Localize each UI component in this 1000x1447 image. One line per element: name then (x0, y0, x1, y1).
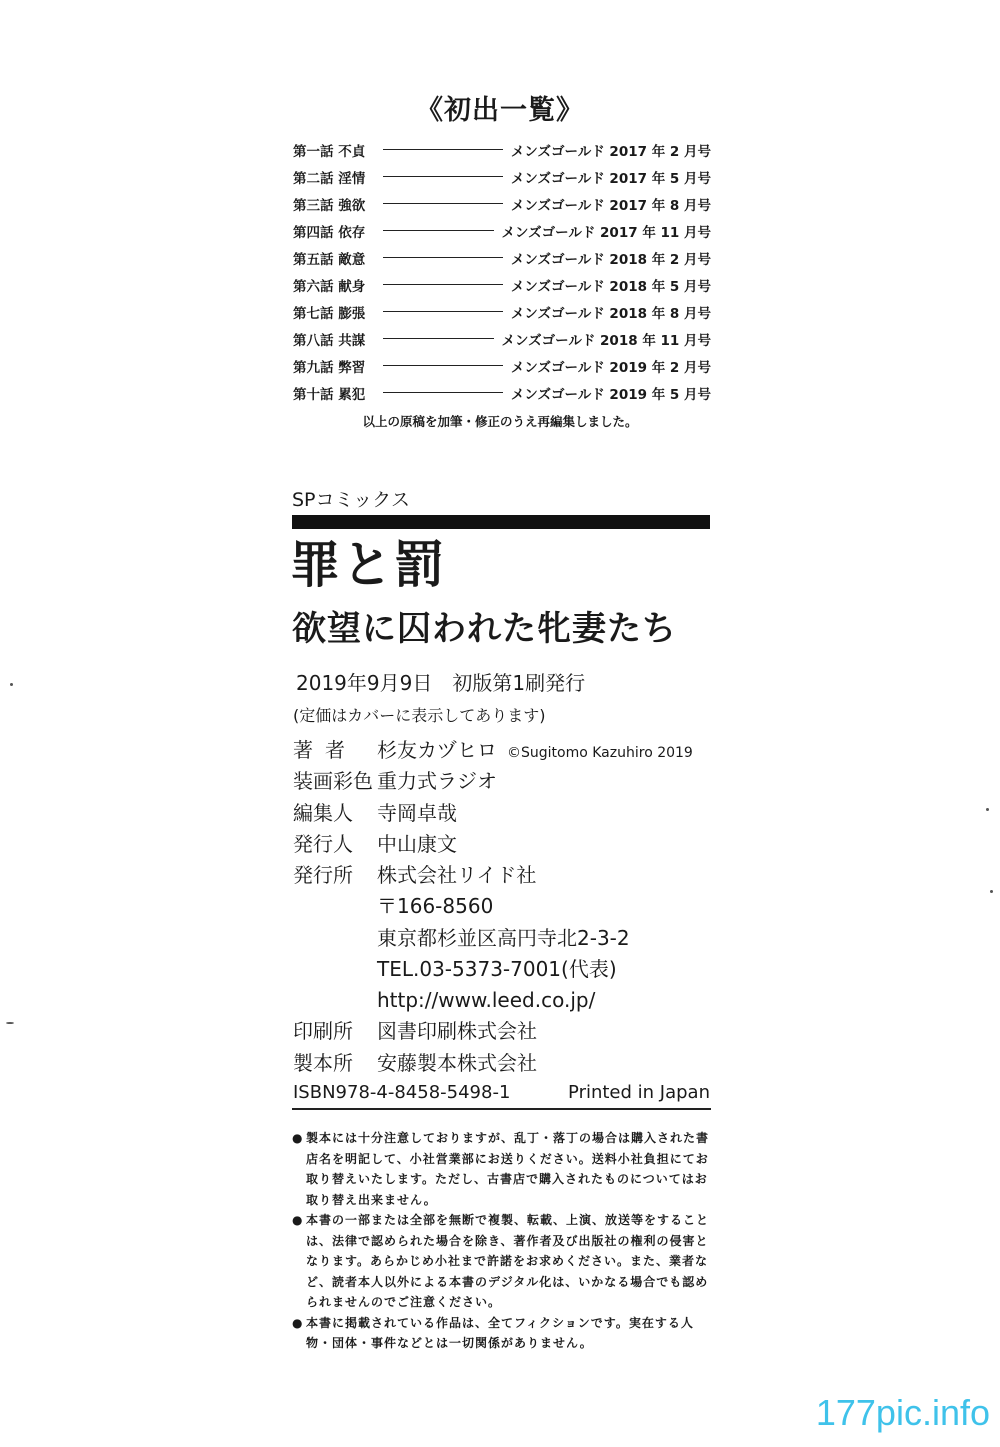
toc-magazine: メンズゴールド 2018 年 5 月号 (510, 278, 711, 295)
telephone: TEL.03-5373-7001(代表) (377, 957, 617, 981)
toc-row (293, 136, 711, 163)
toc-leader-line (383, 176, 503, 177)
bullet-icon: ● (292, 1315, 303, 1330)
printer-label: 印刷所 (293, 1019, 353, 1043)
bullet-icon: ● (292, 1213, 303, 1227)
toc-row (293, 352, 711, 379)
editor-value: 寺岡卓哉 (377, 801, 457, 825)
toc-row (293, 244, 711, 271)
notice-text: 本書の一部または全部を無断で複製、転載、上演、放送等をすることは、法律で認められた場合を除き、著作者及び出版社の権利の侵害となります。あらかじめ小社まで許諾をお求めください。また、業者など、読者本人以外による本書のデジタル化は、いかなる場合でも認められませんのでご注意ください。 (306, 1213, 710, 1309)
series-name: SPコミックス (292, 489, 410, 511)
toc-chapter: 第三話 強欲 (293, 197, 366, 214)
toc-leader-line (383, 230, 494, 231)
toc-magazine: メンズゴールド 2019 年 5 月号 (510, 386, 711, 403)
toc-chapter: 第五話 敵意 (293, 251, 366, 268)
isbn: ISBN978-4-8458-5498-1 (293, 1082, 511, 1103)
toc-magazine: メンズゴールド 2018 年 8 月号 (510, 305, 711, 322)
toc-chapter: 第九話 弊習 (293, 359, 366, 376)
notes-divider (292, 1108, 711, 1110)
toc-leader-line (383, 392, 503, 393)
publisher-person-label: 発行人 (293, 832, 353, 856)
toc-chapter: 第二話 淫情 (293, 170, 366, 187)
toc-magazine: メンズゴールド 2019 年 2 月号 (510, 359, 711, 376)
first-appearance-note: 以上の原稿を加筆・修正のうえ再編集しました。 (362, 414, 638, 429)
author-name: 杉友カヅヒロ (377, 738, 497, 762)
first-appearance-title: 《初出一覧》 (416, 95, 584, 126)
toc-magazine: メンズゴールド 2017 年 5 月号 (510, 170, 711, 187)
title-bar-divider (292, 515, 710, 529)
toc-row (293, 163, 711, 190)
copyright-notice: ©Sugitomo Kazuhiro 2019 (507, 745, 693, 761)
toc-row (293, 298, 711, 325)
toc-magazine: メンズゴールド 2017 年 8 月号 (510, 197, 711, 214)
notice-item (292, 1210, 716, 1313)
book-subtitle: 欲望に囚われた牝妻たち (292, 609, 677, 649)
toc-magazine: メンズゴールド 2018 年 2 月号 (510, 251, 711, 268)
toc-row (293, 325, 711, 352)
toc-row (293, 379, 711, 406)
toc-magazine: メンズゴールド 2018 年 11 月号 (501, 332, 711, 349)
address: 東京都杉並区高円寺北2-3-2 (377, 926, 630, 950)
notices (292, 1128, 716, 1354)
scan-speck (990, 890, 993, 893)
toc-leader-line (383, 311, 503, 312)
publisher-label: 発行所 (293, 863, 353, 887)
first-appearance-list (293, 136, 711, 406)
toc-leader-line (383, 203, 503, 204)
printer-value: 図書印刷株式会社 (377, 1019, 537, 1043)
toc-row (293, 217, 711, 244)
toc-magazine: メンズゴールド 2017 年 11 月号 (501, 224, 711, 241)
toc-chapter: 第十話 累犯 (293, 386, 366, 403)
notice-item (292, 1313, 716, 1354)
toc-leader-line (383, 338, 494, 339)
printed-in: Printed in Japan (568, 1082, 710, 1103)
website-url: http://www.leed.co.jp/ (377, 988, 596, 1012)
cover-color-label: 装画彩色 (293, 769, 373, 793)
publisher-value: 株式会社リイド社 (377, 863, 537, 887)
toc-row (293, 271, 711, 298)
author-label: 著者 (293, 738, 357, 762)
notice-item (292, 1128, 716, 1210)
toc-leader-line (383, 365, 503, 366)
bullet-icon: ● (292, 1131, 303, 1145)
editor-label: 編集人 (293, 801, 353, 825)
toc-leader-line (383, 149, 503, 150)
toc-chapter: 第七話 膨張 (293, 305, 366, 322)
book-title: 罪と罰 (290, 536, 446, 594)
toc-magazine: メンズゴールド 2017 年 2 月号 (510, 143, 711, 160)
scan-speck (986, 808, 989, 811)
publisher-person-value: 中山康文 (377, 832, 457, 856)
toc-chapter: 第一話 不貞 (293, 143, 366, 160)
publication-date: 2019年9月9日 初版第1刷発行 (296, 671, 586, 695)
toc-chapter: 第八話 共謀 (293, 332, 366, 349)
notice-text: 製本には十分注意しておりますが、乱丁・落丁の場合は購入された書店名を明記して、小社営業部にお送りください。送料小社負担にてお取り替えいたします。ただし、古書店で購入されたものについてはお取り替え出来ません。 (306, 1131, 710, 1207)
notice-text: 本書に掲載されている作品は、全てフィクションです。実在する人物・団体・事件などとは一切関係がありません。 (306, 1315, 694, 1350)
author-value (377, 740, 693, 760)
price-note: (定価はカバーに表示してあります) (293, 706, 546, 725)
toc-row (293, 190, 711, 217)
postal-code: 〒166-8560 (377, 894, 494, 918)
cover-color-value: 重力式ラジオ (377, 769, 497, 793)
toc-leader-line (383, 284, 503, 285)
toc-chapter: 第四話 依存 (293, 224, 366, 241)
toc-chapter: 第六話 献身 (293, 278, 366, 295)
scan-speck (6, 1022, 14, 1024)
binder-label: 製本所 (293, 1051, 353, 1075)
binder-value: 安藤製本株式会社 (377, 1051, 537, 1075)
scan-speck (10, 683, 13, 686)
watermark: 177pic.info (815, 1392, 990, 1433)
toc-leader-line (383, 257, 503, 258)
